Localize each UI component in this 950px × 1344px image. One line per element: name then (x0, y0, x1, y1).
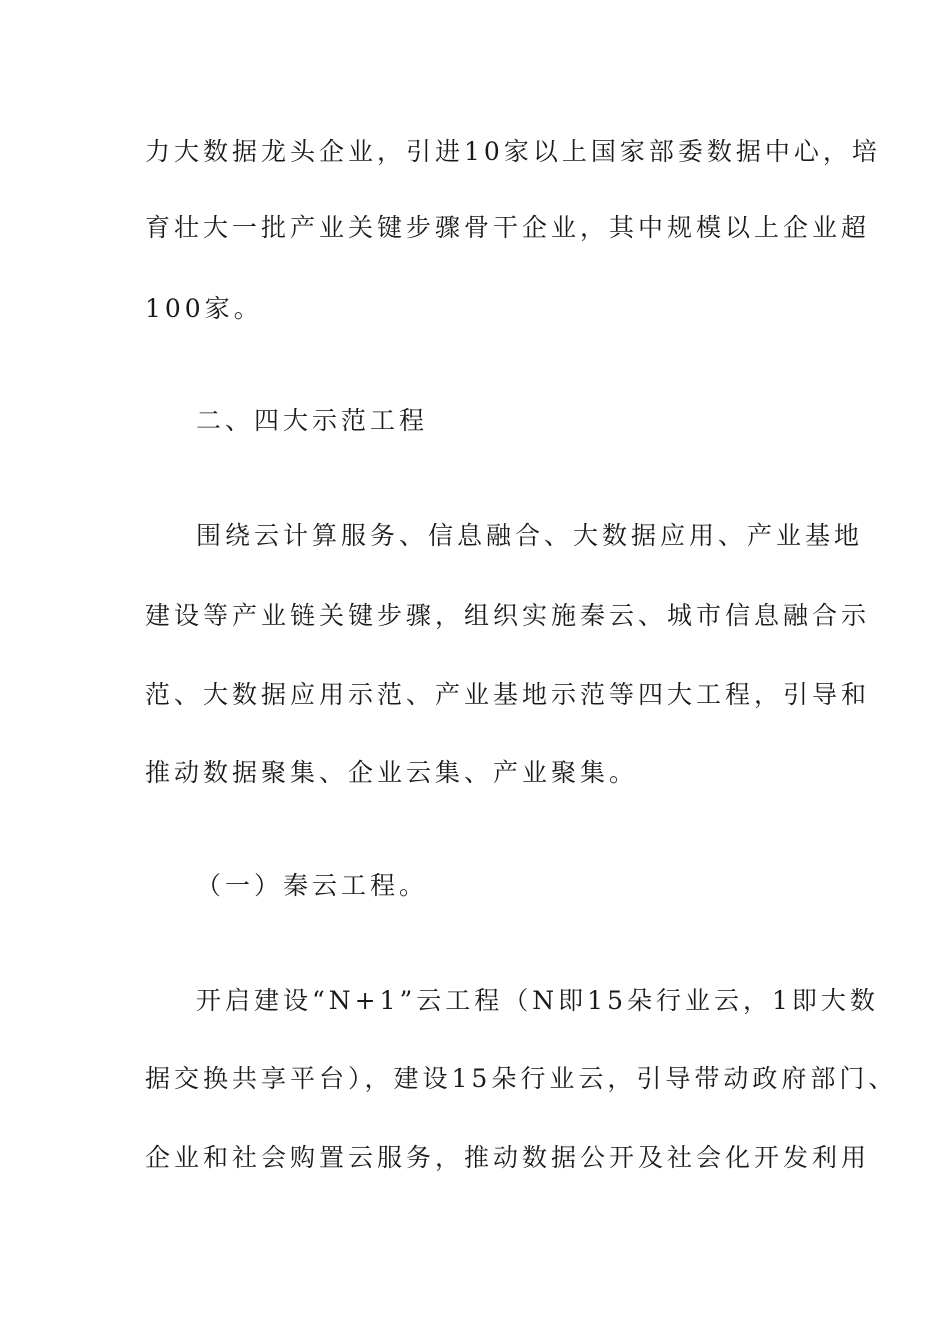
paragraph-line: 据交换共享平台），建设15朵行业云，引导带动政府部门、 (145, 1064, 898, 1093)
paragraph-line: 范、大数据应用示范、产业基地示范等四大工程，引导和 (145, 680, 871, 709)
subsection-heading: （一）秦云工程。 (196, 871, 429, 900)
paragraph-line: 围绕云计算服务、信息融合、大数据应用、产业基地 (196, 521, 864, 550)
paragraph-line: 100家。 (145, 294, 263, 323)
paragraph-line: 开启建设“N+1”云工程（N即15朵行业云，1即大数 (196, 986, 879, 1015)
paragraph-line: 育壮大一批产业关键步骤骨干企业，其中规模以上企业超 (145, 213, 871, 242)
paragraph-line: 建设等产业链关键步骤，组织实施秦云、城市信息融合示 (145, 601, 871, 630)
paragraph-line: 推动数据聚集、企业云集、产业聚集。 (145, 758, 639, 787)
paragraph-line: 力大数据龙头企业，引进10家以上国家部委数据中心，培 (145, 137, 881, 166)
paragraph-line: 企业和社会购置云服务，推动数据公开及社会化开发利用 (145, 1143, 871, 1172)
section-heading: 二、四大示范工程 (196, 406, 429, 435)
